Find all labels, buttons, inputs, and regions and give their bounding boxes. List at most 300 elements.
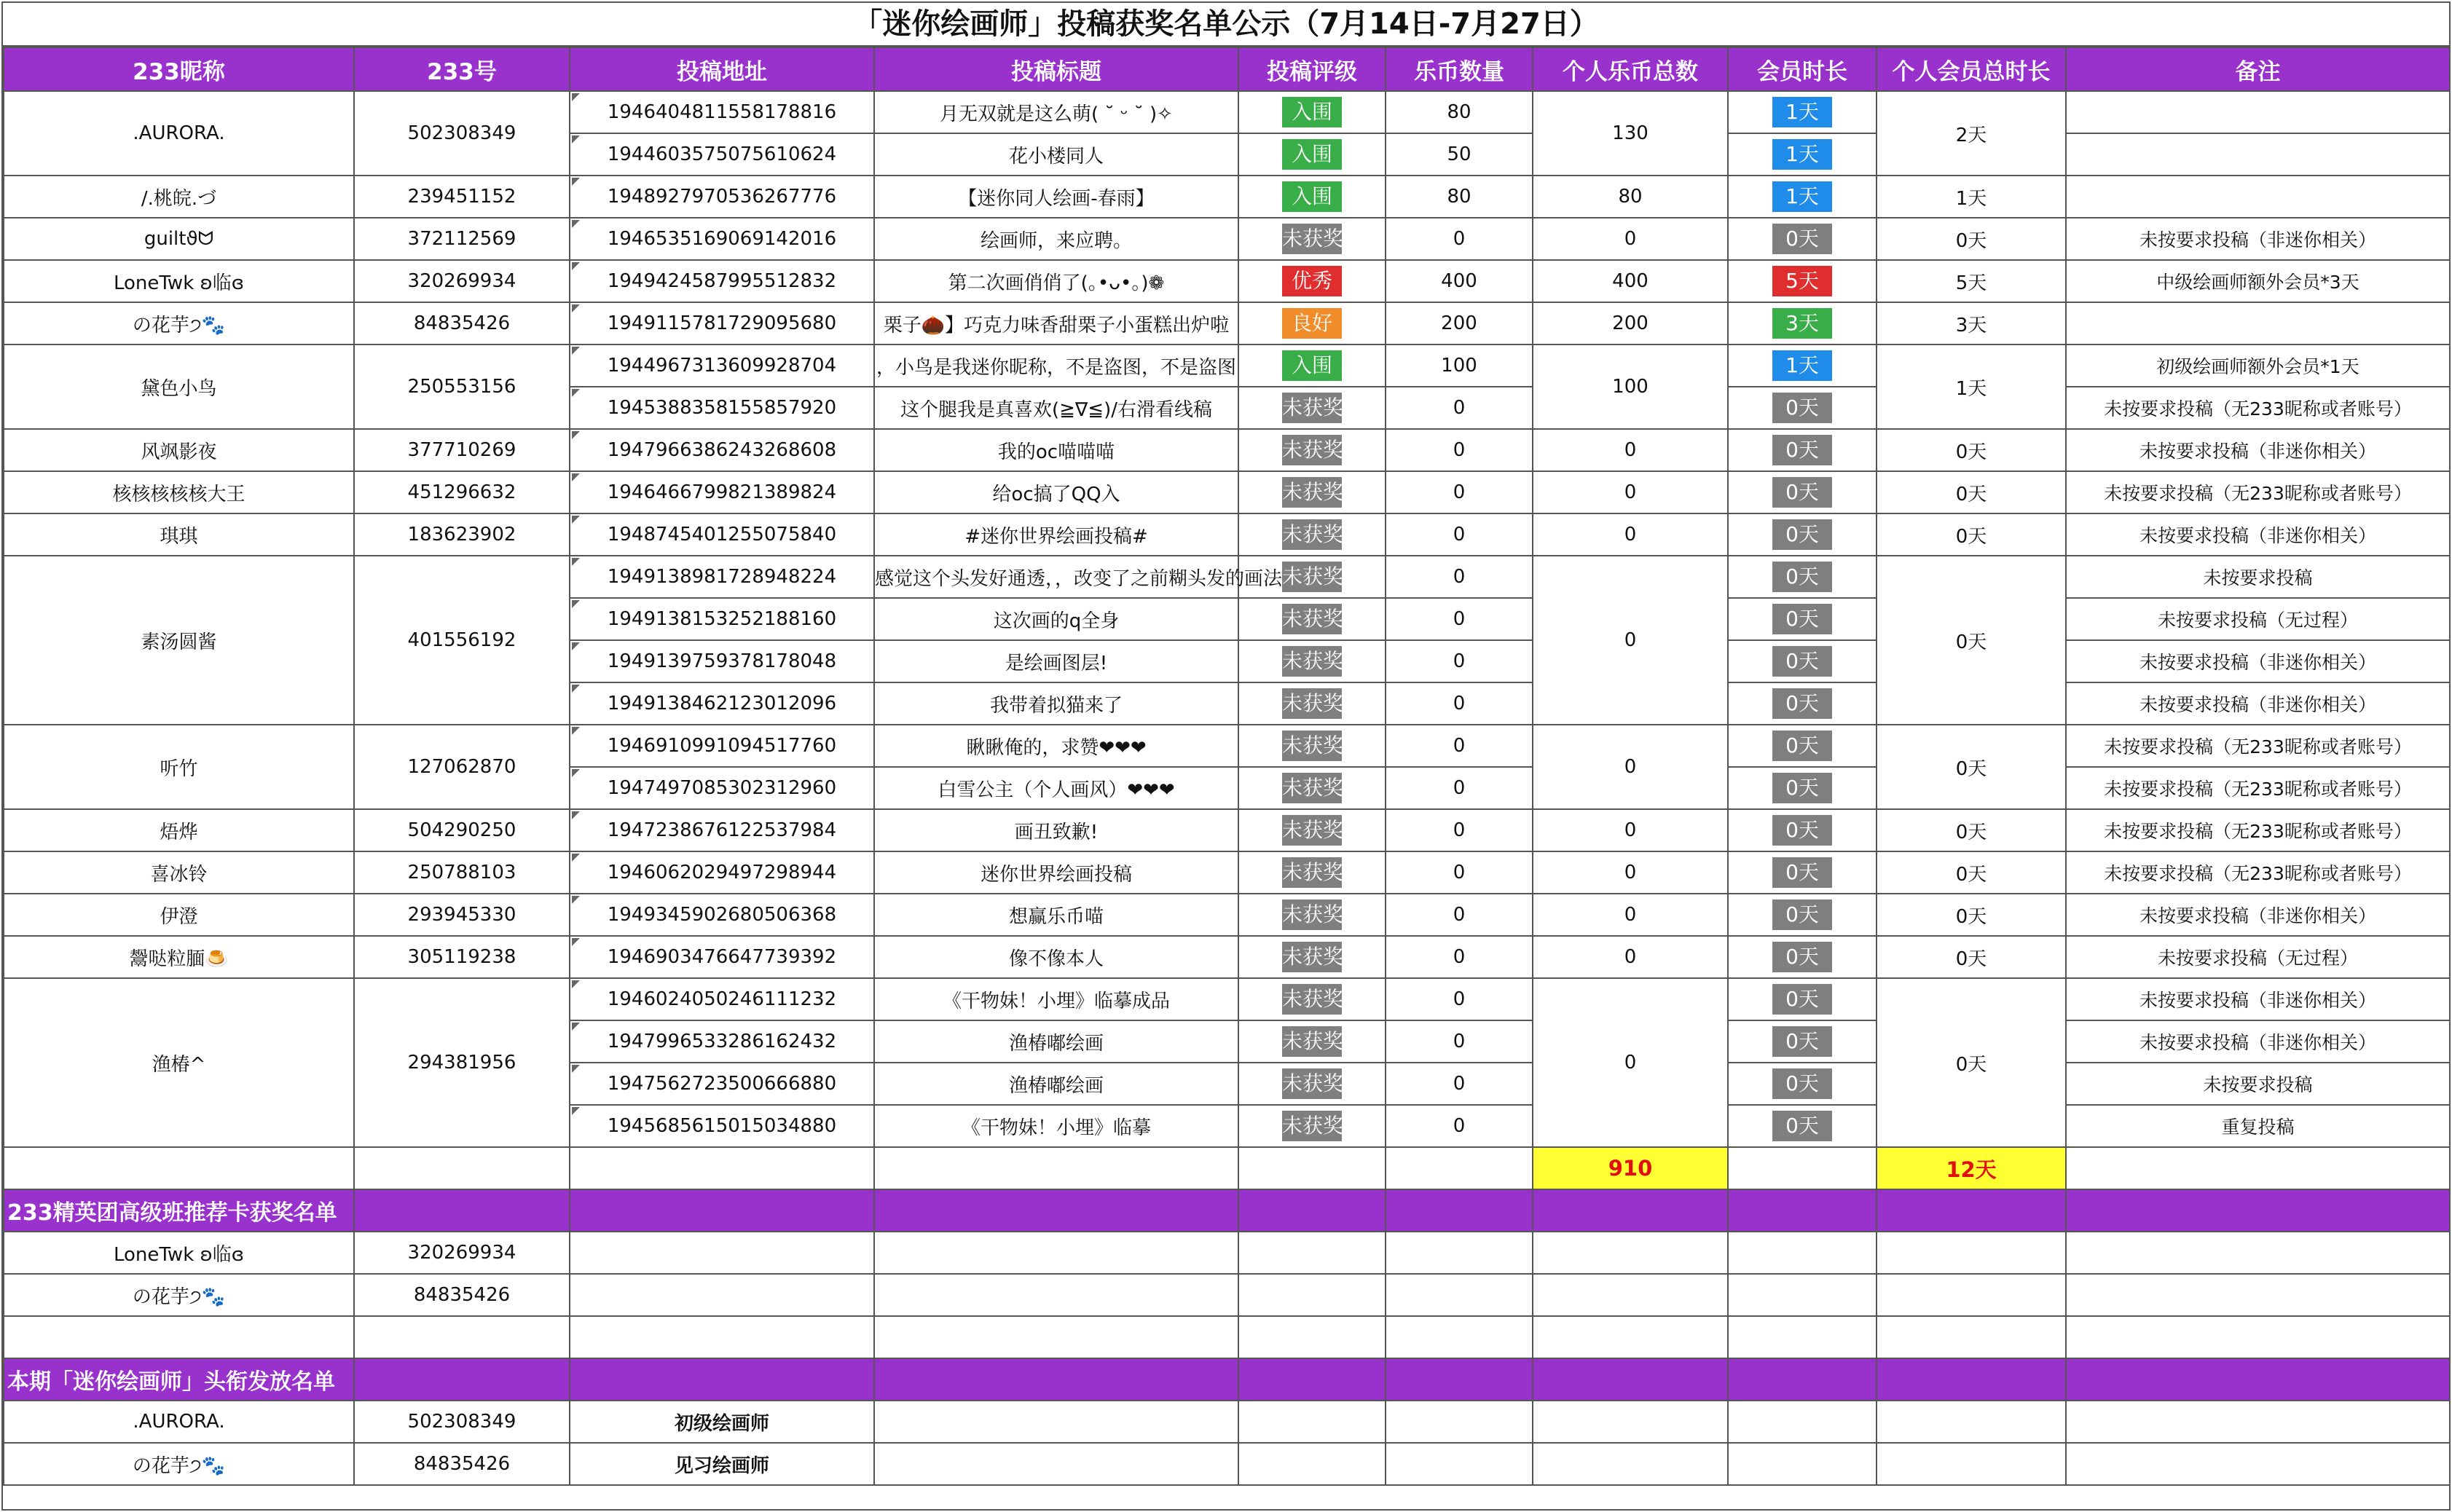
note-cell[interactable]: 中级绘画师额外会员*3天 (2066, 260, 2450, 302)
coins-cell[interactable]: 400 (1386, 260, 1533, 302)
nickname-cell[interactable]: LoneTwk ʚ临ɞ (4, 1232, 354, 1274)
title-cell[interactable]: 我的oc喵喵喵 (874, 429, 1238, 471)
empty-cell[interactable] (1877, 1274, 2066, 1316)
membership-cell[interactable] (1728, 767, 1877, 809)
empty-cell[interactable] (1877, 1316, 2066, 1358)
title-cell[interactable]: 迷你世界绘画投稿 (874, 851, 1238, 894)
nickname-cell[interactable]: 黛色小鸟 (4, 344, 354, 429)
note-cell[interactable] (2066, 91, 2450, 133)
nickname-cell[interactable]: の花芋੭🐾 (4, 1443, 354, 1485)
empty-cell[interactable] (4, 1316, 354, 1358)
rating-cell[interactable] (1238, 640, 1386, 682)
note-cell[interactable]: 未按要求投稿（非迷你相关） (2066, 640, 2450, 682)
rating-cell[interactable] (1238, 936, 1386, 978)
membership-cell[interactable] (1728, 1105, 1877, 1147)
coins-cell[interactable]: 0 (1386, 513, 1533, 556)
total-membership-cell[interactable]: 0天 (1877, 851, 2066, 894)
address-cell[interactable]: 1948927970536267776 (570, 176, 874, 218)
total-coins-cell[interactable]: 80 (1533, 176, 1728, 218)
rating-cell[interactable] (1238, 471, 1386, 513)
empty-cell[interactable] (874, 1443, 1238, 1485)
coins-cell[interactable]: 0 (1386, 387, 1533, 429)
empty-cell[interactable] (1728, 1358, 1877, 1401)
column-header[interactable]: 投稿标题 (874, 47, 1238, 91)
total-membership-cell[interactable]: 0天 (1877, 894, 2066, 936)
title-cell[interactable]: 像不像本人 (874, 936, 1238, 978)
id-cell[interactable]: 504290250 (354, 809, 570, 851)
empty-cell[interactable] (1533, 1274, 1728, 1316)
total-membership-cell[interactable]: 0天 (1877, 556, 2066, 725)
total-membership-cell[interactable]: 0天 (1877, 471, 2066, 513)
id-cell[interactable]: 127062870 (354, 725, 570, 809)
address-cell[interactable]: 1946062029497298944 (570, 851, 874, 894)
rating-cell[interactable] (1238, 260, 1386, 302)
rating-cell[interactable] (1238, 851, 1386, 894)
empty-cell[interactable] (1877, 1358, 2066, 1401)
coins-cell[interactable]: 0 (1386, 1020, 1533, 1063)
total-membership-cell[interactable]: 0天 (1877, 429, 2066, 471)
column-header[interactable]: 备注 (2066, 47, 2450, 91)
id-cell[interactable]: 84835426 (354, 1274, 570, 1316)
rating-cell[interactable] (1238, 809, 1386, 851)
note-cell[interactable]: 未按要求投稿（无233昵称或者账号） (2066, 471, 2450, 513)
empty-cell[interactable] (570, 1358, 874, 1401)
title-cell[interactable]: 想赢乐币喵 (874, 894, 1238, 936)
membership-cell[interactable] (1728, 133, 1877, 176)
title-cell[interactable]: 《干物妹！小埋》临摹成品 (874, 978, 1238, 1020)
empty-cell[interactable] (1877, 1232, 2066, 1274)
rating-cell[interactable] (1238, 218, 1386, 260)
empty-cell[interactable] (354, 1189, 570, 1232)
column-header[interactable]: 233号 (354, 47, 570, 91)
address-cell[interactable]: 1944603575075610624 (570, 133, 874, 176)
empty-cell[interactable] (874, 1274, 1238, 1316)
note-cell[interactable]: 未按要求投稿（无233昵称或者账号） (2066, 767, 2450, 809)
rating-cell[interactable] (1238, 1020, 1386, 1063)
rating-cell[interactable] (1238, 91, 1386, 133)
address-cell[interactable]: 1949424587995512832 (570, 260, 874, 302)
address-cell[interactable]: 1946903476647739392 (570, 936, 874, 978)
total-coins-sum[interactable]: 910 (1533, 1147, 1728, 1189)
total-coins-cell[interactable]: 0 (1533, 894, 1728, 936)
note-cell[interactable]: 未按要求投稿 (2066, 1063, 2450, 1105)
empty-cell[interactable] (1386, 1401, 1533, 1443)
column-header[interactable]: 会员时长 (1728, 47, 1877, 91)
title-cell[interactable]: 白雪公主（个人画风）❤❤❤ (874, 767, 1238, 809)
nickname-cell[interactable]: .AURORA. (4, 91, 354, 176)
address-cell[interactable]: 1947238676122537984 (570, 809, 874, 851)
note-cell[interactable]: 未按要求投稿（非迷你相关） (2066, 682, 2450, 725)
rating-cell[interactable] (1238, 894, 1386, 936)
total-coins-cell[interactable]: 0 (1533, 429, 1728, 471)
id-cell[interactable]: 239451152 (354, 176, 570, 218)
address-cell[interactable]: 1944967313609928704 (570, 344, 874, 387)
nickname-cell[interactable]: 听竹 (4, 725, 354, 809)
title-cell[interactable]: 《干物妹！小埋》临摹 (874, 1105, 1238, 1147)
empty-cell[interactable] (1238, 1189, 1386, 1232)
empty-cell[interactable] (354, 1358, 570, 1401)
rating-cell[interactable] (1238, 598, 1386, 640)
address-cell[interactable]: 1946024050246111232 (570, 978, 874, 1020)
id-cell[interactable]: 377710269 (354, 429, 570, 471)
coins-cell[interactable]: 0 (1386, 598, 1533, 640)
note-cell[interactable]: 未按要求投稿（无233昵称或者账号） (2066, 387, 2450, 429)
membership-cell[interactable] (1728, 344, 1877, 387)
total-membership-cell[interactable]: 3天 (1877, 302, 2066, 344)
rating-cell[interactable] (1238, 176, 1386, 218)
empty-cell[interactable] (874, 1189, 1238, 1232)
nickname-cell[interactable]: 鬶哒粒腼🍮 (4, 936, 354, 978)
total-membership-cell[interactable]: 0天 (1877, 513, 2066, 556)
nickname-cell[interactable]: LoneTwk ʚ临ɞ (4, 260, 354, 302)
total-membership-cell[interactable]: 0天 (1877, 725, 2066, 809)
empty-cell[interactable] (2066, 1401, 2450, 1443)
total-membership-cell[interactable]: 0天 (1877, 809, 2066, 851)
column-header[interactable]: 乐币数量 (1386, 47, 1533, 91)
membership-cell[interactable] (1728, 218, 1877, 260)
empty-cell[interactable] (2066, 1147, 2450, 1189)
nickname-cell[interactable]: 核核核核核大王 (4, 471, 354, 513)
nickname-cell[interactable]: 风飒影夜 (4, 429, 354, 471)
address-cell[interactable]: 1946466799821389824 (570, 471, 874, 513)
note-cell[interactable]: 未按要求投稿（无过程） (2066, 598, 2450, 640)
title-cell[interactable]: ，小鸟是我迷你昵称，不是盗图，不是盗图 (874, 344, 1238, 387)
rating-cell[interactable] (1238, 1105, 1386, 1147)
empty-cell[interactable] (1728, 1443, 1877, 1485)
id-cell[interactable]: 305119238 (354, 936, 570, 978)
id-cell[interactable]: 250788103 (354, 851, 570, 894)
empty-cell[interactable] (1533, 1401, 1728, 1443)
coins-cell[interactable]: 80 (1386, 176, 1533, 218)
id-cell[interactable]: 320269934 (354, 260, 570, 302)
rating-cell[interactable] (1238, 725, 1386, 767)
nickname-cell[interactable]: guiltϑᗢ (4, 218, 354, 260)
total-coins-cell[interactable]: 0 (1533, 218, 1728, 260)
empty-cell[interactable] (1877, 1443, 2066, 1485)
empty-cell[interactable] (570, 1189, 874, 1232)
note-cell[interactable] (2066, 302, 2450, 344)
nickname-cell[interactable]: の花芋੭🐾 (4, 302, 354, 344)
empty-cell[interactable] (1238, 1401, 1386, 1443)
empty-cell[interactable] (1728, 1274, 1877, 1316)
empty-cell[interactable] (874, 1232, 1238, 1274)
empty-cell[interactable] (874, 1316, 1238, 1358)
note-cell[interactable]: 未按要求投稿（非迷你相关） (2066, 218, 2450, 260)
address-cell[interactable]: 1949139759378178048 (570, 640, 874, 682)
nickname-cell[interactable]: 琪琪 (4, 513, 354, 556)
title-cell[interactable]: 月无双就是这么萌( ˘ ᵕ ˘ )✧ (874, 91, 1238, 133)
address-cell[interactable]: 1945685615015034880 (570, 1105, 874, 1147)
title-cell[interactable]: 画丑致歉! (874, 809, 1238, 851)
total-membership-cell[interactable]: 5天 (1877, 260, 2066, 302)
address-cell[interactable]: 1947562723500666880 (570, 1063, 874, 1105)
empty-cell[interactable] (1238, 1147, 1386, 1189)
membership-cell[interactable] (1728, 682, 1877, 725)
nickname-cell[interactable]: .AURORA. (4, 1401, 354, 1443)
address-cell[interactable]: 1949138153252188160 (570, 598, 874, 640)
coins-cell[interactable]: 0 (1386, 1063, 1533, 1105)
rating-cell[interactable] (1238, 978, 1386, 1020)
coins-cell[interactable]: 0 (1386, 682, 1533, 725)
membership-cell[interactable] (1728, 387, 1877, 429)
address-cell[interactable]: 1947996533286162432 (570, 1020, 874, 1063)
total-coins-cell[interactable]: 130 (1533, 91, 1728, 176)
membership-cell[interactable] (1728, 1063, 1877, 1105)
column-header[interactable]: 投稿评级 (1238, 47, 1386, 91)
empty-cell[interactable] (2066, 1189, 2450, 1232)
title-cell[interactable]: 是绘画图层! (874, 640, 1238, 682)
rating-cell[interactable] (1238, 387, 1386, 429)
membership-cell[interactable] (1728, 936, 1877, 978)
title-cell[interactable]: #迷你世界绘画投稿# (874, 513, 1238, 556)
note-cell[interactable]: 初级绘画师额外会员*1天 (2066, 344, 2450, 387)
note-cell[interactable]: 未按要求投稿（无过程） (2066, 936, 2450, 978)
title-cell[interactable]: 栗子🌰】巧克力味香甜栗子小蛋糕出炉啦 (874, 302, 1238, 344)
rating-cell[interactable] (1238, 513, 1386, 556)
nickname-cell[interactable]: 素汤圆酱 (4, 556, 354, 725)
id-cell[interactable]: 183623902 (354, 513, 570, 556)
id-cell[interactable]: 293945330 (354, 894, 570, 936)
empty-cell[interactable] (2066, 1358, 2450, 1401)
empty-cell[interactable] (2066, 1274, 2450, 1316)
address-cell[interactable]: 1946535169069142016 (570, 218, 874, 260)
empty-cell[interactable] (1728, 1232, 1877, 1274)
rating-cell[interactable] (1238, 1063, 1386, 1105)
membership-cell[interactable] (1728, 894, 1877, 936)
id-cell[interactable]: 401556192 (354, 556, 570, 725)
coins-cell[interactable]: 0 (1386, 894, 1533, 936)
coins-cell[interactable]: 0 (1386, 936, 1533, 978)
title-cell[interactable]: 这次画的q全身 (874, 598, 1238, 640)
title-cell[interactable]: 【迷你同人绘画-春雨】 (874, 176, 1238, 218)
coins-cell[interactable]: 0 (1386, 1105, 1533, 1147)
total-membership-cell[interactable]: 0天 (1877, 936, 2066, 978)
id-cell[interactable]: 451296632 (354, 471, 570, 513)
column-header[interactable]: 投稿地址 (570, 47, 874, 91)
address-cell[interactable]: 1946404811558178816 (570, 91, 874, 133)
section-title[interactable]: 233精英团高级班推荐卡获奖名单 (4, 1189, 354, 1232)
total-coins-cell[interactable]: 0 (1533, 471, 1728, 513)
note-cell[interactable] (2066, 176, 2450, 218)
membership-cell[interactable] (1728, 851, 1877, 894)
empty-cell[interactable] (1877, 1189, 2066, 1232)
coins-cell[interactable]: 0 (1386, 429, 1533, 471)
membership-cell[interactable] (1728, 809, 1877, 851)
title-cell[interactable]: 渔椿嘟绘画 (874, 1063, 1238, 1105)
empty-cell[interactable] (2066, 1232, 2450, 1274)
empty-cell[interactable] (570, 1274, 874, 1316)
empty-cell[interactable] (354, 1147, 570, 1189)
note-cell[interactable]: 未按要求投稿（无233昵称或者账号） (2066, 725, 2450, 767)
empty-cell[interactable] (874, 1401, 1238, 1443)
membership-cell[interactable] (1728, 176, 1877, 218)
empty-cell[interactable] (1728, 1189, 1877, 1232)
coins-cell[interactable]: 0 (1386, 978, 1533, 1020)
rank-cell[interactable]: 见习绘画师 (570, 1443, 874, 1485)
title-cell[interactable]: 感觉这个头发好通透，，改变了之前糊头发的画法 (874, 556, 1238, 598)
membership-cell[interactable] (1728, 429, 1877, 471)
note-cell[interactable]: 未按要求投稿（非迷你相关） (2066, 513, 2450, 556)
note-cell[interactable]: 未按要求投稿（无233昵称或者账号） (2066, 809, 2450, 851)
address-cell[interactable]: 1947497085302312960 (570, 767, 874, 809)
total-membership-cell[interactable]: 0天 (1877, 978, 2066, 1147)
total-membership-cell[interactable]: 0天 (1877, 218, 2066, 260)
total-coins-cell[interactable]: 400 (1533, 260, 1728, 302)
total-membership-sum[interactable]: 12天 (1877, 1147, 2066, 1189)
coins-cell[interactable]: 0 (1386, 851, 1533, 894)
rating-cell[interactable] (1238, 133, 1386, 176)
id-cell[interactable]: 84835426 (354, 302, 570, 344)
rating-cell[interactable] (1238, 682, 1386, 725)
empty-cell[interactable] (1238, 1316, 1386, 1358)
title-cell[interactable]: 第二次画俏俏了(｡•ᴗ•｡)❁ (874, 260, 1238, 302)
total-coins-cell[interactable]: 0 (1533, 809, 1728, 851)
column-header[interactable]: 个人乐币总数 (1533, 47, 1728, 91)
note-cell[interactable]: 未按要求投稿（非迷你相关） (2066, 978, 2450, 1020)
address-cell[interactable]: 1949115781729095680 (570, 302, 874, 344)
coins-cell[interactable]: 50 (1386, 133, 1533, 176)
membership-cell[interactable] (1728, 260, 1877, 302)
empty-cell[interactable] (1386, 1316, 1533, 1358)
membership-cell[interactable] (1728, 513, 1877, 556)
coins-cell[interactable]: 80 (1386, 91, 1533, 133)
total-membership-cell[interactable]: 1天 (1877, 344, 2066, 429)
total-membership-cell[interactable]: 2天 (1877, 91, 2066, 176)
empty-cell[interactable] (1386, 1443, 1533, 1485)
nickname-cell[interactable]: の花芋੭🐾 (4, 1274, 354, 1316)
membership-cell[interactable] (1728, 725, 1877, 767)
address-cell[interactable]: 1945388358155857920 (570, 387, 874, 429)
id-cell[interactable]: 250553156 (354, 344, 570, 429)
rating-cell[interactable] (1238, 429, 1386, 471)
empty-cell[interactable] (1386, 1358, 1533, 1401)
id-cell[interactable]: 372112569 (354, 218, 570, 260)
coins-cell[interactable]: 0 (1386, 218, 1533, 260)
coins-cell[interactable]: 200 (1386, 302, 1533, 344)
rating-cell[interactable] (1238, 302, 1386, 344)
note-cell[interactable] (2066, 133, 2450, 176)
total-coins-cell[interactable]: 0 (1533, 936, 1728, 978)
title-cell[interactable]: 绘画师，来应聘。 (874, 218, 1238, 260)
empty-cell[interactable] (2066, 1443, 2450, 1485)
empty-cell[interactable] (570, 1316, 874, 1358)
empty-cell[interactable] (1533, 1189, 1728, 1232)
empty-cell[interactable] (874, 1358, 1238, 1401)
empty-cell[interactable] (874, 1147, 1238, 1189)
empty-cell[interactable] (354, 1316, 570, 1358)
title-cell[interactable]: 花小楼同人 (874, 133, 1238, 176)
nickname-cell[interactable]: /.桃皖.づ (4, 176, 354, 218)
coins-cell[interactable]: 0 (1386, 725, 1533, 767)
rating-cell[interactable] (1238, 767, 1386, 809)
empty-cell[interactable] (1386, 1189, 1533, 1232)
empty-cell[interactable] (1728, 1401, 1877, 1443)
coins-cell[interactable]: 0 (1386, 471, 1533, 513)
empty-cell[interactable] (1386, 1147, 1533, 1189)
empty-cell[interactable] (1533, 1443, 1728, 1485)
membership-cell[interactable] (1728, 640, 1877, 682)
empty-cell[interactable] (570, 1232, 874, 1274)
empty-cell[interactable] (1728, 1147, 1877, 1189)
title-cell[interactable]: 这个腿我是真喜欢(≧∇≦)/右滑看线稿 (874, 387, 1238, 429)
empty-cell[interactable] (4, 1147, 354, 1189)
empty-cell[interactable] (1877, 1401, 2066, 1443)
total-coins-cell[interactable]: 100 (1533, 344, 1728, 429)
total-coins-cell[interactable]: 200 (1533, 302, 1728, 344)
id-cell[interactable]: 294381956 (354, 978, 570, 1147)
empty-cell[interactable] (1238, 1443, 1386, 1485)
empty-cell[interactable] (1533, 1232, 1728, 1274)
nickname-cell[interactable]: 喜冰铃 (4, 851, 354, 894)
coins-cell[interactable]: 100 (1386, 344, 1533, 387)
total-membership-cell[interactable]: 1天 (1877, 176, 2066, 218)
coins-cell[interactable]: 0 (1386, 556, 1533, 598)
address-cell[interactable]: 1949345902680506368 (570, 894, 874, 936)
note-cell[interactable]: 未按要求投稿（非迷你相关） (2066, 429, 2450, 471)
address-cell[interactable]: 1949138981728948224 (570, 556, 874, 598)
empty-cell[interactable] (1533, 1358, 1728, 1401)
section-title[interactable]: 本期「迷你绘画师」头衔发放名单 (4, 1358, 354, 1401)
total-coins-cell[interactable]: 0 (1533, 513, 1728, 556)
note-cell[interactable]: 未按要求投稿（无233昵称或者账号） (2066, 851, 2450, 894)
empty-cell[interactable] (1238, 1274, 1386, 1316)
address-cell[interactable]: 1946910991094517760 (570, 725, 874, 767)
column-header[interactable]: 个人会员总时长 (1877, 47, 2066, 91)
nickname-cell[interactable]: 渔椿^ (4, 978, 354, 1147)
note-cell[interactable]: 未按要求投稿（非迷你相关） (2066, 894, 2450, 936)
address-cell[interactable]: 1949138462123012096 (570, 682, 874, 725)
title-cell[interactable]: 给oc搞了QQ入 (874, 471, 1238, 513)
empty-cell[interactable] (1238, 1358, 1386, 1401)
membership-cell[interactable] (1728, 598, 1877, 640)
total-coins-cell[interactable]: 0 (1533, 978, 1728, 1147)
title-cell[interactable]: 瞅瞅俺的，求赞❤❤❤ (874, 725, 1238, 767)
column-header[interactable]: 233昵称 (4, 47, 354, 91)
coins-cell[interactable]: 0 (1386, 767, 1533, 809)
empty-cell[interactable] (1386, 1274, 1533, 1316)
address-cell[interactable]: 1947966386243268608 (570, 429, 874, 471)
id-cell[interactable]: 502308349 (354, 91, 570, 176)
id-cell[interactable]: 84835426 (354, 1443, 570, 1485)
address-cell[interactable]: 1948745401255075840 (570, 513, 874, 556)
title-cell[interactable]: 渔椿嘟绘画 (874, 1020, 1238, 1063)
empty-cell[interactable] (2066, 1316, 2450, 1358)
coins-cell[interactable]: 0 (1386, 809, 1533, 851)
rank-cell[interactable]: 初级绘画师 (570, 1401, 874, 1443)
id-cell[interactable]: 320269934 (354, 1232, 570, 1274)
total-coins-cell[interactable]: 0 (1533, 851, 1728, 894)
title-cell[interactable]: 我带着拟猫来了 (874, 682, 1238, 725)
membership-cell[interactable] (1728, 302, 1877, 344)
membership-cell[interactable] (1728, 91, 1877, 133)
total-coins-cell[interactable]: 0 (1533, 725, 1728, 809)
empty-cell[interactable] (1533, 1316, 1728, 1358)
note-cell[interactable]: 重复投稿 (2066, 1105, 2450, 1147)
rating-cell[interactable] (1238, 344, 1386, 387)
membership-cell[interactable] (1728, 978, 1877, 1020)
empty-cell[interactable] (570, 1147, 874, 1189)
membership-cell[interactable] (1728, 1020, 1877, 1063)
coins-cell[interactable]: 0 (1386, 640, 1533, 682)
note-cell[interactable]: 未按要求投稿（非迷你相关） (2066, 1020, 2450, 1063)
membership-cell[interactable] (1728, 556, 1877, 598)
note-cell[interactable]: 未按要求投稿 (2066, 556, 2450, 598)
nickname-cell[interactable]: 伊澄 (4, 894, 354, 936)
empty-cell[interactable] (1238, 1232, 1386, 1274)
membership-cell[interactable] (1728, 471, 1877, 513)
empty-cell[interactable] (1728, 1316, 1877, 1358)
empty-cell[interactable] (1386, 1232, 1533, 1274)
